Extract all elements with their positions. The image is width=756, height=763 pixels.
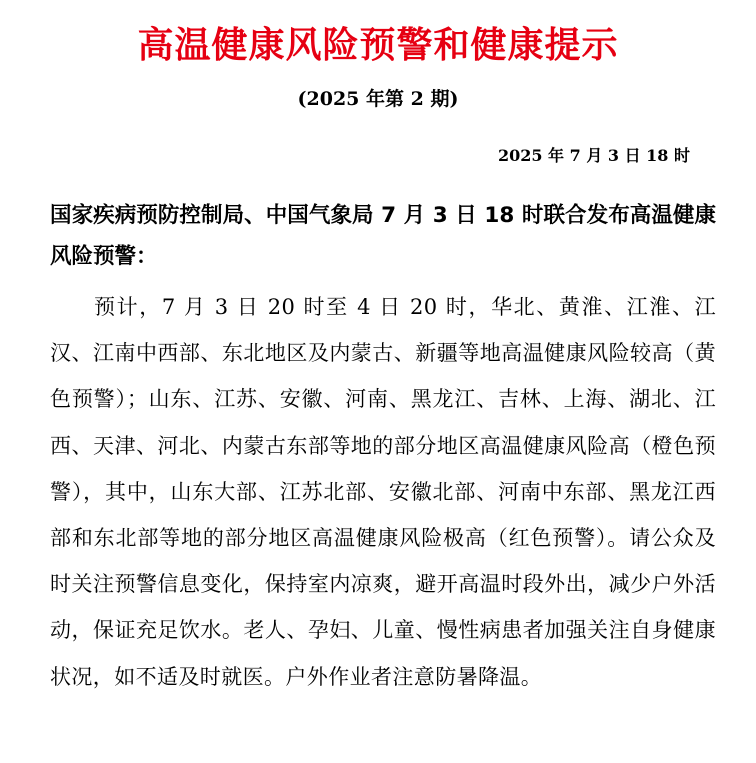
issue-number: (2025 年第 2 期) [297,88,459,110]
page-title: 高温健康风险预警和健康提示 [137,25,619,66]
lead-paragraph: 国家疾病预防控制局、中国气象局 7 月 3 日 18 时联合发布高温健康风险预警： [50,203,716,269]
body-paragraph: 预计，7 月 3 日 20 时至 4 日 20 时，华北、黄淮、江淮、江汉、江南中西部、东北地区及内蒙古、新疆等地高温健康风险较高（黄色预警）；山东、江苏、安徽、河南、黑龙江、吉林、上海、湖北、江西、天津、河北、内蒙古东部等地的部分地区高温健康风险高（橙色预警），其中，山东大部、江苏北部、安徽北部、河南中东部、黑龙江西部和东北部等地的部分地区高温健康风险极高（红色预警）。请公众及时关注预警信息变化，保持室内凉爽，避开高温时段外出，减少户外活动，保证充足饮水。老人、孕妇、儿童、慢性病患者加强关注自身健康状况，如不适及时就医。户外作业者注意防暑降温。 [50,295,716,689]
publish-date: 2025 年 7 月 3 日 18 时 [497,146,690,165]
